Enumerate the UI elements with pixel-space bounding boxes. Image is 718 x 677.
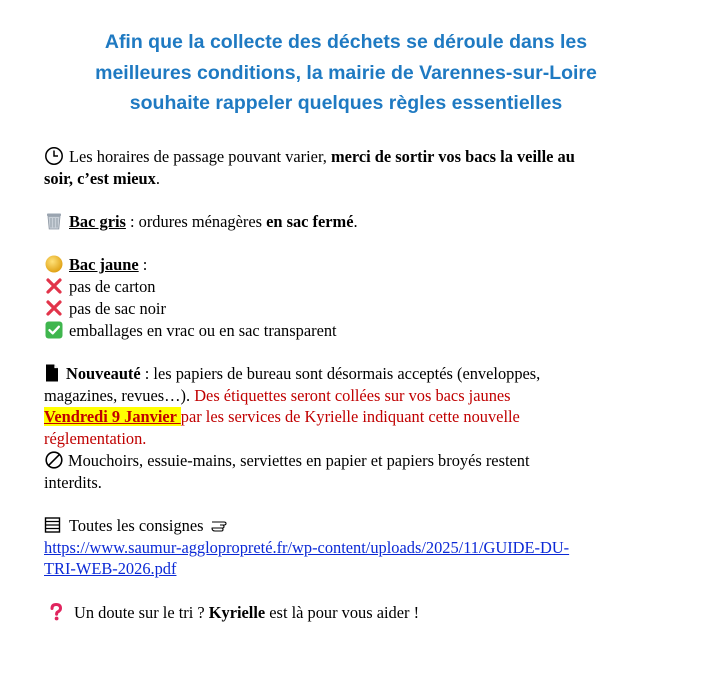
gray-bin-bold: en sac fermé: [266, 212, 354, 232]
yellow-bin-item-text: emballages en vrac ou en sac transparent: [69, 320, 337, 340]
help-bold: Kyrielle: [208, 602, 266, 622]
yellow-bin-paragraph: [44, 254, 684, 341]
heading-line-1: Afin que la collecte des déchets se déroule dans les: [104, 31, 588, 53]
forbidden-text-1: Mouchoirs, essuie-mains, serviettes en papier et papiers broyés restent: [68, 450, 530, 470]
cross-mark-icon: [44, 298, 64, 318]
help-paragraph: [44, 602, 684, 624]
guide-link[interactable]: https://www.saumur-agglopropreté.fr/wp-content/uploads/2025/11/GUIDE-DU-: [44, 537, 570, 557]
help-text-2: est là pour vous aider !: [265, 602, 420, 622]
yellow-bin-item-text: pas de sac noir: [69, 298, 166, 318]
news-paragraph: [44, 363, 684, 493]
help-text-1: Un doute sur le tri ?: [74, 602, 209, 622]
notice-body: [44, 146, 684, 645]
heading-line-2: meilleures conditions, la mairie de Varennes-sur-Loire: [95, 61, 597, 84]
question-mark-icon: [46, 602, 66, 622]
document-icon: [44, 363, 60, 383]
cross-mark-icon: [44, 276, 64, 296]
guide-paragraph: [44, 515, 684, 580]
forbidden-text-2: interdits.: [44, 472, 102, 492]
guide-link-continued[interactable]: TRI-WEB-2026.pdf: [44, 559, 177, 579]
page-heading: [40, 27, 652, 119]
pointing-hand-icon: [210, 515, 230, 535]
memo-icon: [44, 515, 61, 535]
schedule-bold-2: soir, c’est mieux: [44, 168, 156, 188]
list-item: [44, 320, 684, 342]
gray-bin-label: Bac gris: [69, 212, 126, 232]
guide-text: Toutes les consignes: [69, 515, 208, 535]
news-date-highlight: Vendredi 9 Janvier: [44, 407, 181, 427]
schedule-paragraph: [44, 146, 684, 189]
wastebasket-icon: [44, 211, 64, 231]
schedule-end: .: [155, 168, 160, 188]
schedule-text: Les horaires de passage pouvant varier,: [69, 147, 331, 166]
schedule-bold-1: merci de sortir vos bacs la veille au: [330, 147, 575, 166]
news-text-1: : les papiers de bureau sont désormais acceptés (enveloppes,: [140, 363, 541, 383]
heading-line-3: souhaite rappeler quelques règles essentielles: [129, 92, 563, 114]
news-red-3: réglementation.: [44, 429, 147, 449]
check-mark-icon: [44, 320, 64, 340]
gray-bin-end: .: [353, 212, 358, 232]
clock-icon: [44, 146, 64, 166]
list-item: [44, 298, 684, 320]
news-text-2: magazines, revues…).: [44, 385, 195, 405]
news-red-1: Des étiquettes seront collées sur vos bacs jaunes: [194, 385, 511, 405]
news-red-2: par les services de Kyrielle indiquant cette nouvelle: [180, 407, 520, 427]
gray-bin-paragraph: [44, 211, 684, 233]
news-label: Nouveauté: [66, 363, 141, 383]
prohibited-icon: [44, 450, 64, 470]
yellow-circle-icon: [44, 254, 64, 274]
list-item: [44, 276, 684, 298]
yellow-bin-item-text: pas de carton: [69, 277, 156, 297]
yellow-bin-colon: :: [138, 255, 148, 275]
gray-bin-text: : ordures ménagères: [125, 212, 267, 232]
yellow-bin-label: Bac jaune: [69, 255, 139, 275]
